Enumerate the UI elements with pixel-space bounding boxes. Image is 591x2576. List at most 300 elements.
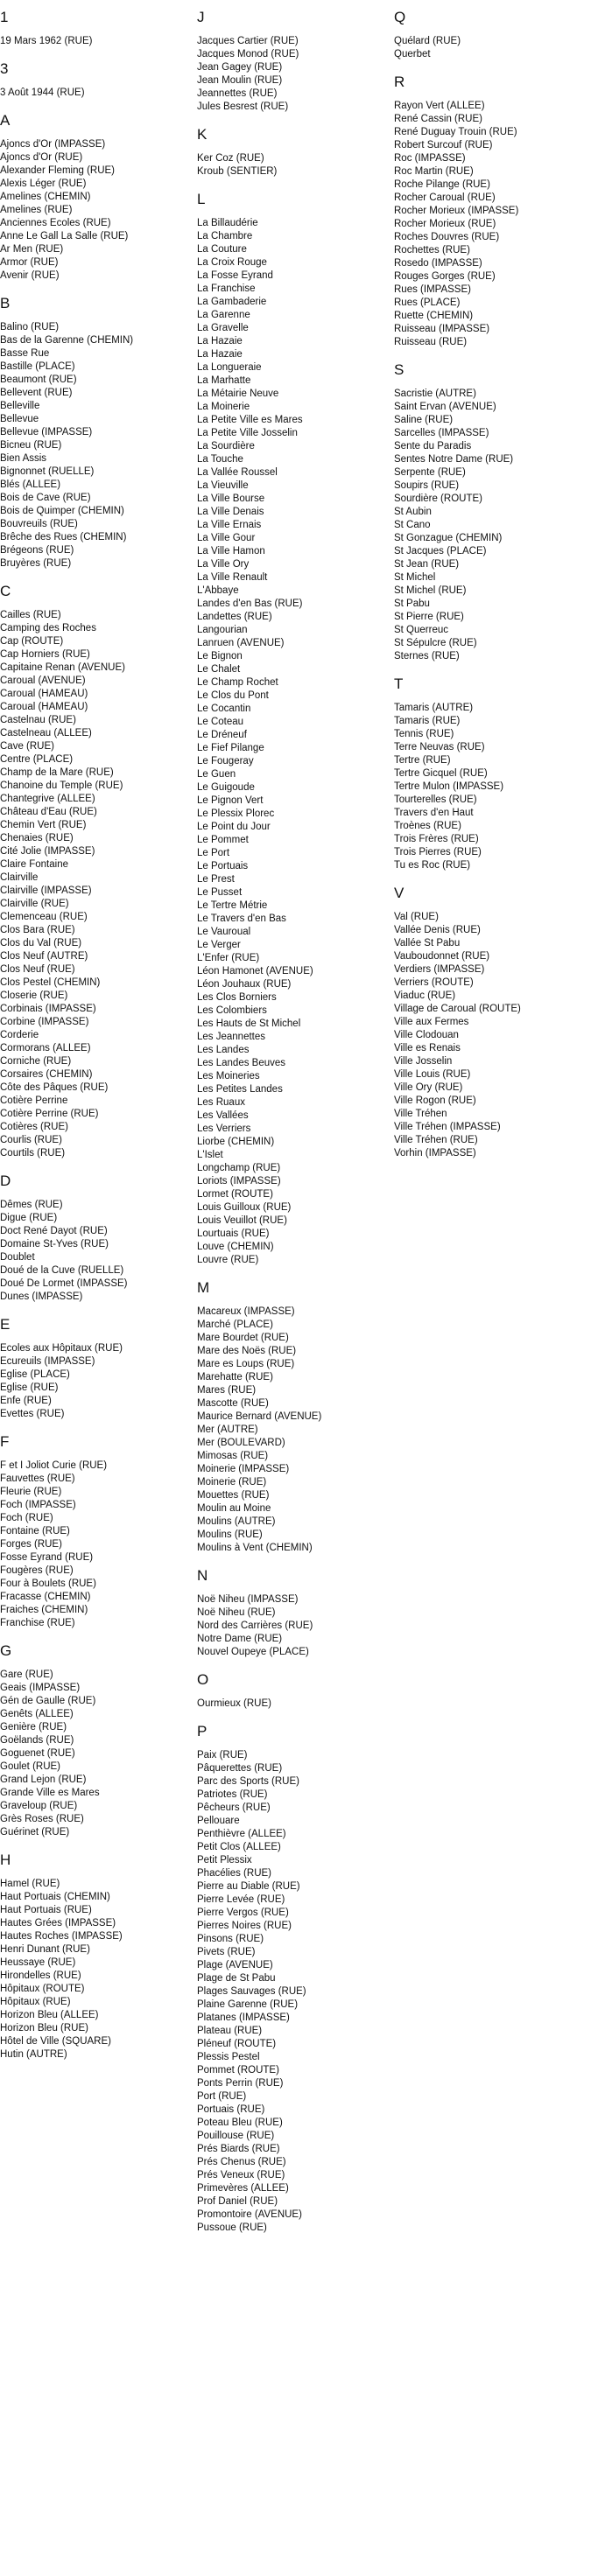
- street-entry: Ville Tréhen: [394, 1109, 447, 1119]
- street-entry: Clos Bara (RUE): [0, 925, 75, 935]
- street-entry: La Couture: [197, 244, 247, 255]
- letter-section: [0, 1172, 197, 1304]
- street-entry: Travers d'en Haut: [394, 808, 474, 818]
- street-entry: Eglise (RUE): [0, 1382, 59, 1393]
- street-entry: Pierre Levée (RUE): [197, 1894, 285, 1905]
- street-entry: Cave (RUE): [0, 741, 54, 752]
- street-entry: Clos du Val (RUE): [0, 938, 82, 948]
- street-entry: Courlis (RUE): [0, 1135, 62, 1145]
- street-entry: Louve (CHEMIN): [197, 1242, 274, 1252]
- street-entry: Pléneuf (ROUTE): [197, 2039, 277, 2049]
- street-entry: La Billaudérie: [197, 218, 258, 228]
- street-entry: St Gonzague (CHEMIN): [394, 533, 503, 543]
- street-entry: Robert Surcouf (RUE): [394, 140, 493, 150]
- section-letter-heading: F: [0, 1433, 10, 1450]
- street-entry: Brégeons (RUE): [0, 545, 74, 556]
- letter-section: [394, 361, 591, 663]
- street-entry: Les Petites Landes: [197, 1084, 283, 1095]
- street-entry: Querbet: [394, 49, 431, 60]
- street-list: [197, 1698, 394, 1711]
- street-entry: La Hazaie: [197, 336, 243, 346]
- street-entry: Fontaine (RUE): [0, 1526, 70, 1536]
- street-entry: Brêche des Rues (CHEMIN): [0, 532, 127, 542]
- street-entry: Rues (PLACE): [394, 298, 461, 308]
- column-1: [0, 0, 197, 2074]
- street-entry: St Jean (RUE): [394, 559, 460, 570]
- street-entry: Quélard (RUE): [394, 36, 461, 46]
- street-entry: Fougères (RUE): [0, 1565, 74, 1576]
- street-entry: Noë Niheu (IMPASSE): [197, 1594, 299, 1605]
- street-entry: La Croix Rouge: [197, 257, 267, 268]
- street-entry: La Ville Hamon: [197, 546, 265, 556]
- section-letter-heading: B: [0, 295, 11, 312]
- street-entry: Moulin au Moine: [197, 1503, 271, 1514]
- street-entry: Sente du Paradis: [394, 441, 472, 452]
- letter-section: [197, 191, 394, 1267]
- street-entry: Vorhin (IMPASSE): [394, 1148, 476, 1158]
- street-entry: Cotière Perrine: [0, 1096, 68, 1106]
- letter-section: [0, 583, 197, 1160]
- section-letter-heading: O: [197, 1671, 209, 1688]
- street-entry: Tertre Mulon (IMPASSE): [394, 781, 504, 792]
- street-entry: Tertre Gicquel (RUE): [394, 768, 488, 779]
- street-entry: Castelneau (ALLEE): [0, 728, 92, 738]
- street-entry: La Touche: [197, 454, 243, 465]
- street-entry: Ville Rogon (RUE): [394, 1096, 476, 1106]
- street-entry: Clairville (RUE): [0, 899, 69, 909]
- street-entry: Village de Caroual (ROUTE): [394, 1004, 521, 1014]
- street-entry: Landes d'en Bas (RUE): [197, 598, 303, 609]
- street-entry: Les Vallées: [197, 1110, 249, 1121]
- street-entry: Louvre (RUE): [197, 1255, 259, 1265]
- letter-section: [0, 1433, 197, 1630]
- street-entry: Le Tertre Métrie: [197, 900, 268, 911]
- street-entry: Promontoire (AVENUE): [197, 2209, 302, 2220]
- street-entry: Chantegrive (ALLEE): [0, 794, 95, 804]
- street-list: [0, 1199, 197, 1304]
- street-entry: Haut Portuais (CHEMIN): [0, 1892, 110, 1902]
- street-entry: Les Clos Borniers: [197, 992, 277, 1003]
- street-entry: La Petite Ville es Mares: [197, 415, 303, 425]
- street-entry: La Vallée Roussel: [197, 467, 278, 478]
- street-entry: Corniche (RUE): [0, 1056, 72, 1067]
- street-entry: Domaine St-Yves (RUE): [0, 1239, 109, 1250]
- street-entry: La Métairie Neuve: [197, 388, 279, 399]
- street-entry: Armor (RUE): [0, 257, 59, 268]
- street-entry: Gare (RUE): [0, 1670, 53, 1680]
- street-entry: Rouges Gorges (RUE): [394, 271, 496, 282]
- street-entry: Ponts Perrin (RUE): [197, 2078, 284, 2089]
- street-entry: Clairville: [0, 872, 39, 883]
- street-entry: Le Vauroual: [197, 927, 251, 937]
- street-entry: Bicneu (RUE): [0, 440, 62, 451]
- street-entry: Plages Sauvages (RUE): [197, 1986, 306, 1997]
- street-entry: Plaine Garenne (RUE): [197, 1999, 299, 2010]
- street-entry: La Ville Ernais: [197, 520, 262, 530]
- street-entry: Le Cocantin: [197, 704, 251, 714]
- street-entry: St Querreuc: [394, 625, 448, 635]
- street-entry: Le Guen: [197, 769, 236, 780]
- street-entry: Geais (IMPASSE): [0, 1683, 81, 1693]
- street-list: [394, 388, 591, 663]
- street-entry: La Garenne: [197, 310, 250, 320]
- street-entry: Franchise (RUE): [0, 1618, 75, 1628]
- street-list: [0, 1669, 197, 1839]
- street-entry: Roches Douvres (RUE): [394, 232, 500, 242]
- street-entry: Le Pommet: [197, 835, 249, 845]
- street-entry: Bellevent (RUE): [0, 388, 73, 398]
- section-letter-heading: M: [197, 1279, 210, 1296]
- street-entry: La Ville Renault: [197, 572, 268, 583]
- section-letter-heading: T: [394, 676, 404, 692]
- street-entry: Corsaires (CHEMIN): [0, 1069, 93, 1080]
- street-list: [0, 1342, 197, 1421]
- street-entry: Le Coteau: [197, 717, 244, 727]
- street-entry: Ourmieux (RUE): [197, 1698, 271, 1709]
- street-entry: Macareux (IMPASSE): [197, 1306, 295, 1317]
- street-entry: Alexander Fleming (RUE): [0, 165, 116, 176]
- letter-section: [197, 1567, 394, 1659]
- street-entry: Mer (BOULEVARD): [197, 1438, 285, 1448]
- street-entry: Plessis Pestel: [197, 2052, 260, 2062]
- street-entry: Rues (IMPASSE): [394, 284, 471, 295]
- street-entry: Four à Boulets (RUE): [0, 1578, 96, 1589]
- street-entry: Le Chalet: [197, 664, 241, 675]
- street-entry: Caroual (AVENUE): [0, 676, 86, 686]
- street-entry: La Franchise: [197, 284, 256, 294]
- street-entry: Digue (RUE): [0, 1213, 58, 1223]
- street-entry: Beaumont (RUE): [0, 374, 77, 385]
- street-entry: Ville Ory (RUE): [394, 1082, 463, 1093]
- street-entry: Les Colombiers: [197, 1005, 267, 1016]
- street-entry: La Hazaie: [197, 349, 243, 360]
- street-entry: Loriots (IMPASSE): [197, 1176, 281, 1186]
- street-entry: Alexis Léger (RUE): [0, 178, 87, 189]
- section-letter-heading: V: [394, 885, 405, 901]
- street-entry: Amelines (CHEMIN): [0, 192, 91, 202]
- street-entry: Doct René Dayot (RUE): [0, 1226, 108, 1236]
- letter-section: [0, 1316, 197, 1421]
- street-entry: Doué De Lormet (IMPASSE): [0, 1278, 128, 1289]
- street-entry: Sentes Notre Dame (RUE): [394, 454, 514, 465]
- street-entry: Enfe (RUE): [0, 1396, 52, 1406]
- section-letter-heading: G: [0, 1642, 12, 1659]
- street-entry: Cotière Perrine (RUE): [0, 1109, 99, 1119]
- street-entry: La Ville Denais: [197, 507, 264, 517]
- street-entry: Belleville: [0, 401, 40, 411]
- street-entry: Le Fougeray: [197, 756, 254, 766]
- street-entry: Jeannettes (RUE): [197, 88, 278, 99]
- street-entry: Ker Coz (RUE): [197, 153, 264, 164]
- street-entry: Moulins (RUE): [197, 1530, 263, 1540]
- street-entry: Jean Gagey (RUE): [197, 62, 283, 73]
- street-entry: Plateau (RUE): [197, 2026, 263, 2036]
- street-entry: Hutin (AUTRE): [0, 2049, 67, 2060]
- street-entry: Ville Tréhen (RUE): [394, 1135, 478, 1145]
- street-entry: Prof Daniel (RUE): [197, 2196, 278, 2207]
- street-entry: Horizon Bleu (ALLEE): [0, 2010, 99, 2020]
- street-entry: Caroual (HAMEAU): [0, 702, 88, 712]
- street-list: [197, 152, 394, 178]
- street-list: [0, 609, 197, 1160]
- street-entry: Le Champ Rochet: [197, 677, 278, 688]
- street-entry: Vallée St Pabu: [394, 938, 461, 948]
- letter-section: [197, 9, 394, 114]
- street-entry: Prés Chenus (RUE): [197, 2157, 286, 2167]
- street-entry: Louis Veuillot (RUE): [197, 1215, 287, 1226]
- street-entry: Fosse Eyrand (RUE): [0, 1552, 94, 1563]
- street-entry: Jules Besrest (RUE): [197, 102, 289, 112]
- street-entry: Fleurie (RUE): [0, 1487, 62, 1497]
- street-entry: Nouvel Oupeye (PLACE): [197, 1647, 309, 1657]
- section-letter-heading: J: [197, 9, 205, 25]
- street-entry: La Gambaderie: [197, 297, 267, 307]
- street-entry: Hautes Roches (IMPASSE): [0, 1931, 123, 1942]
- street-entry: René Duguay Trouin (RUE): [394, 127, 517, 137]
- street-entry: Val (RUE): [394, 912, 439, 922]
- section-letter-heading: C: [0, 583, 11, 599]
- street-entry: Ar Men (RUE): [0, 244, 64, 255]
- street-entry: Léon Hamonet (AVENUE): [197, 966, 313, 976]
- street-entry: Forges (RUE): [0, 1539, 62, 1550]
- street-list: [0, 1460, 197, 1630]
- street-entry: Bellevue (IMPASSE): [0, 427, 93, 438]
- street-entry: Clos Pestel (CHEMIN): [0, 977, 101, 988]
- street-entry: Foch (IMPASSE): [0, 1500, 76, 1510]
- street-entry: Ville Louis (RUE): [394, 1069, 471, 1080]
- street-entry: L'Islet: [197, 1150, 223, 1160]
- street-entry: Caroual (HAMEAU): [0, 689, 88, 699]
- street-entry: Eglise (PLACE): [0, 1369, 70, 1380]
- street-entry: St Pierre (RUE): [394, 612, 464, 622]
- street-entry: Lourtuais (RUE): [197, 1228, 270, 1239]
- street-list: [0, 1878, 197, 2062]
- street-entry: Genêts (ALLEE): [0, 1709, 74, 1719]
- street-entry: Heussaye (RUE): [0, 1957, 76, 1968]
- street-entry: Mouettes (RUE): [197, 1490, 270, 1501]
- street-entry: Les Jeannettes: [197, 1032, 266, 1042]
- street-entry: Hautes Grées (IMPASSE): [0, 1918, 116, 1928]
- letter-section: [394, 885, 591, 1160]
- street-entry: Ajoncs d'Or (IMPASSE): [0, 139, 106, 150]
- street-entry: Goguenet (RUE): [0, 1748, 75, 1759]
- street-entry: Petit Clos (ALLEE): [197, 1842, 281, 1852]
- street-entry: Le Bignon: [197, 651, 243, 662]
- street-entry: Pivets (RUE): [197, 1947, 256, 1957]
- street-list: [0, 35, 197, 48]
- street-list: [394, 100, 591, 349]
- street-entry: Blés (ALLEE): [0, 480, 61, 490]
- street-entry: St Sépulcre (RUE): [394, 638, 477, 648]
- street-entry: Moulins (AUTRE): [197, 1516, 276, 1527]
- street-list: [0, 321, 197, 570]
- street-entry: Les Hauts de St Michel: [197, 1018, 301, 1029]
- street-entry: Bois de Quimper (CHEMIN): [0, 506, 124, 516]
- street-entry: Basse Rue: [0, 348, 50, 359]
- street-entry: Pellouare: [197, 1816, 240, 1826]
- street-entry: Castelnau (RUE): [0, 715, 76, 725]
- section-letter-heading: P: [197, 1723, 208, 1740]
- street-entry: Claire Fontaine: [0, 859, 68, 870]
- street-entry: Fraiches (CHEMIN): [0, 1605, 88, 1615]
- letter-section: [394, 676, 591, 872]
- street-entry: Roc (IMPASSE): [394, 153, 466, 164]
- street-entry: Ruisseau (IMPASSE): [394, 324, 490, 334]
- street-entry: Capitaine Renan (AVENUE): [0, 662, 125, 673]
- street-entry: Centre (PLACE): [0, 754, 74, 765]
- street-entry: Le Dréneuf: [197, 730, 247, 740]
- street-entry: Mimosas (RUE): [197, 1451, 269, 1461]
- street-entry: Moinerie (IMPASSE): [197, 1464, 290, 1474]
- street-entry: Parc des Sports (RUE): [197, 1776, 299, 1787]
- street-entry: Marehatte (RUE): [197, 1372, 273, 1382]
- letter-section: [197, 1279, 394, 1555]
- street-entry: Cap (ROUTE): [0, 636, 64, 647]
- street-entry: Saint Ervan (AVENUE): [394, 402, 496, 412]
- street-entry: Les Moineries: [197, 1071, 260, 1082]
- street-entry: Bellevue: [0, 414, 39, 424]
- street-entry: Grand Lejon (RUE): [0, 1774, 87, 1785]
- street-entry: St Jacques (PLACE): [394, 546, 487, 556]
- street-entry: Roche Pilange (RUE): [394, 179, 490, 190]
- street-entry: Hamel (RUE): [0, 1879, 60, 1889]
- section-letter-heading: L: [197, 191, 206, 207]
- street-entry: Le Verger: [197, 940, 241, 950]
- street-entry: Pouillouse (RUE): [197, 2131, 275, 2141]
- street-entry: Kroub (SENTIER): [197, 166, 278, 177]
- street-entry: Bouvreuils (RUE): [0, 519, 78, 529]
- street-entry: Rocher Morieux (IMPASSE): [394, 206, 519, 216]
- street-entry: Doublet: [0, 1252, 35, 1263]
- street-entry: Le Plessix Plorec: [197, 808, 275, 819]
- street-entry: Sternes (RUE): [394, 651, 460, 662]
- street-entry: Courtils (RUE): [0, 1148, 66, 1158]
- street-entry: Cotières (RUE): [0, 1122, 68, 1132]
- street-entry: Maurice Bernard (AVENUE): [197, 1411, 322, 1422]
- street-entry: Rocher Caroual (RUE): [394, 192, 496, 203]
- street-entry: St Michel (RUE): [394, 585, 467, 596]
- street-list: [197, 35, 394, 114]
- street-entry: Grande Ville es Mares: [0, 1788, 100, 1798]
- street-list: [197, 1593, 394, 1659]
- street-entry: La Ville Gour: [197, 533, 256, 543]
- street-entry: Le Clos du Pont: [197, 690, 269, 701]
- street-entry: Le Portuais: [197, 861, 249, 872]
- street-list: [197, 1749, 394, 2235]
- street-entry: La Ville Ory: [197, 559, 250, 570]
- street-entry: Moinerie (RUE): [197, 1477, 267, 1488]
- street-entry: La Longueraie: [197, 362, 262, 373]
- street-entry: Champ de la Mare (RUE): [0, 767, 114, 778]
- street-entry: Rochettes (RUE): [394, 245, 470, 256]
- street-entry: Prés Biards (RUE): [197, 2144, 280, 2154]
- street-entry: La Ville Bourse: [197, 494, 265, 504]
- street-entry: 3 Août 1944 (RUE): [0, 88, 85, 98]
- street-entry: Noë Niheu (RUE): [197, 1607, 276, 1618]
- street-entry: Balino (RUE): [0, 322, 60, 332]
- street-entry: Landettes (RUE): [197, 612, 272, 622]
- column-3: [394, 0, 591, 1172]
- street-entry: Viaduc (RUE): [394, 990, 456, 1001]
- street-list: [0, 87, 197, 100]
- street-entry: St Pabu: [394, 598, 430, 609]
- street-entry: 19 Mars 1962 (RUE): [0, 36, 93, 46]
- street-list: [394, 35, 591, 61]
- street-entry: Soupirs (RUE): [394, 480, 460, 491]
- street-entry: Dunes (IMPASSE): [0, 1292, 83, 1302]
- street-entry: Clairville (IMPASSE): [0, 886, 92, 896]
- street-entry: René Cassin (RUE): [394, 114, 482, 124]
- street-entry: La Moinerie: [197, 402, 250, 412]
- street-entry: Cailles (RUE): [0, 610, 61, 620]
- street-entry: La Chambre: [197, 231, 253, 242]
- street-entry: Pêcheurs (RUE): [197, 1802, 271, 1813]
- street-entry: Ville es Renais: [394, 1043, 461, 1054]
- street-entry: Tu es Roc (RUE): [394, 860, 471, 871]
- street-entry: Portuais (RUE): [197, 2104, 265, 2115]
- street-entry: Tamaris (AUTRE): [394, 703, 474, 713]
- street-entry: Lanruen (AVENUE): [197, 638, 285, 648]
- street-entry: Pierres Noires (RUE): [197, 1921, 292, 1931]
- street-entry: Ville Josselin: [394, 1056, 453, 1067]
- section-letter-heading: H: [0, 1852, 11, 1868]
- street-entry: Tamaris (RUE): [394, 716, 461, 726]
- street-entry: Bignonnet (RUELLE): [0, 466, 95, 477]
- section-letter-heading: K: [197, 126, 208, 143]
- street-entry: Bois de Cave (RUE): [0, 493, 91, 503]
- street-entry: Fauvettes (RUE): [0, 1474, 75, 1484]
- street-entry: Jean Moulin (RUE): [197, 75, 283, 86]
- street-entry: Liorbe (CHEMIN): [197, 1137, 275, 1147]
- street-entry: Chemin Vert (RUE): [0, 820, 87, 830]
- street-entry: La Marhatte: [197, 375, 251, 386]
- street-entry: Ajoncs d'Or (RUE): [0, 152, 83, 163]
- street-entry: St Aubin: [394, 507, 432, 517]
- street-entry: Port (RUE): [197, 2091, 247, 2102]
- street-entry: Verriers (ROUTE): [394, 977, 474, 988]
- street-entry: Cormorans (ALLEE): [0, 1043, 91, 1054]
- street-entry: Poteau Bleu (RUE): [197, 2118, 283, 2128]
- street-entry: Mare es Loups (RUE): [197, 1359, 295, 1369]
- street-entry: Goëlands (RUE): [0, 1735, 74, 1746]
- street-entry: Amelines (RUE): [0, 205, 73, 215]
- section-letter-heading: 3: [0, 60, 9, 77]
- street-entry: Pâquerettes (RUE): [197, 1763, 283, 1774]
- street-entry: Vallée Denis (RUE): [394, 925, 481, 935]
- street-entry: Camping des Roches: [0, 623, 96, 634]
- street-entry: Jacques Monod (RUE): [197, 49, 299, 60]
- street-entry: Avenir (RUE): [0, 270, 60, 281]
- street-entry: Ruette (CHEMIN): [394, 311, 474, 321]
- street-entry: Hirondelles (RUE): [0, 1970, 81, 1981]
- street-entry: Bastille (PLACE): [0, 361, 75, 372]
- street-entry: Platanes (IMPASSE): [197, 2012, 290, 2023]
- street-entry: Le Port: [197, 848, 230, 858]
- street-entry: Terre Neuvas (RUE): [394, 742, 485, 752]
- section-letter-heading: E: [0, 1316, 11, 1333]
- section-letter-heading: A: [0, 112, 11, 129]
- street-entry: Phacélies (RUE): [197, 1868, 271, 1879]
- street-entry: Langourian: [197, 625, 248, 635]
- street-entry: Pommet (ROUTE): [197, 2065, 279, 2076]
- section-letter-heading: D: [0, 1172, 11, 1189]
- street-entry: Trois Pierres (RUE): [394, 847, 482, 858]
- street-entry: La Fosse Eyrand: [197, 270, 273, 281]
- street-entry: Hôpitaux (RUE): [0, 1997, 71, 2007]
- street-entry: Serpente (RUE): [394, 467, 466, 478]
- street-entry: Ecoles aux Hôpitaux (RUE): [0, 1343, 123, 1354]
- street-entry: Paix (RUE): [197, 1750, 248, 1760]
